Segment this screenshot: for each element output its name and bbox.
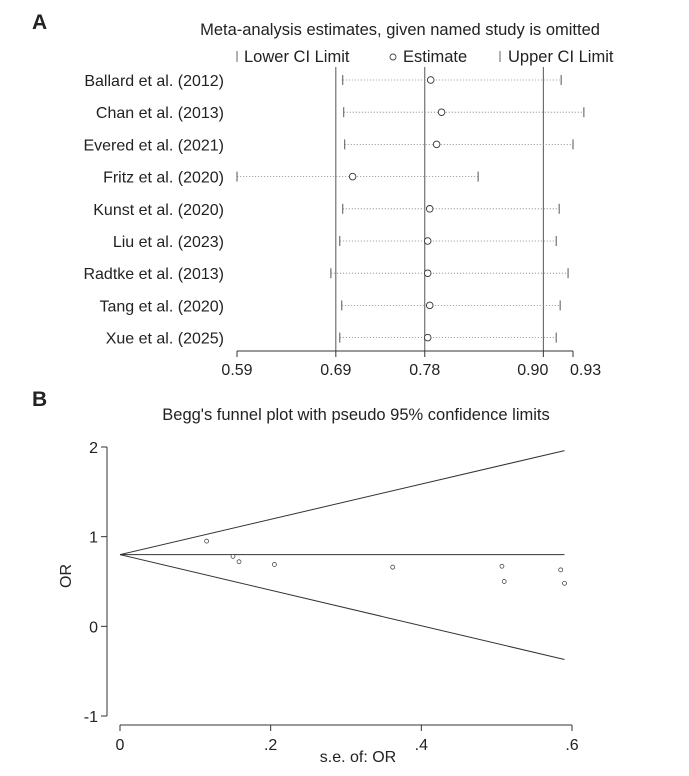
- forest-estimate-point: [438, 109, 445, 116]
- forest-estimate-point: [424, 334, 431, 341]
- panel-a-letter: A: [32, 11, 48, 34]
- forest-title: Meta-analysis estimates, given named study is omitted: [200, 21, 600, 39]
- funnel-y-tick-label-3: 2: [89, 440, 98, 457]
- funnel-study-point: [391, 565, 395, 569]
- funnel-study-point: [231, 554, 235, 558]
- panel-b-letter: B: [32, 388, 48, 411]
- funnel-lower-pseudo-limit: [120, 555, 564, 660]
- funnel-x-tick-label-0: 0: [115, 737, 125, 754]
- funnel-study-point: [500, 564, 504, 568]
- funnel-y-tick-label-2: 1: [89, 529, 98, 547]
- funnel-x-tick-label-3: .6: [565, 737, 579, 754]
- forest-estimate-point: [427, 77, 434, 84]
- forest-study-label: Radtke et al. (2013): [83, 266, 224, 284]
- forest-estimate-point: [349, 173, 356, 180]
- funnel-y-tick-label-0: -1: [83, 709, 98, 726]
- funnel-study-point: [237, 560, 241, 564]
- forest-estimate-point: [426, 206, 433, 213]
- forest-study-label: Fritz et al. (2020): [103, 169, 224, 187]
- forest-study-label: Xue et al. (2025): [105, 330, 224, 348]
- forest-legend: [237, 48, 614, 66]
- funnel-study-point: [205, 539, 209, 543]
- forest-study-label: Chan et al. (2013): [95, 105, 224, 123]
- forest-x-tick-label-3: 0.90: [517, 362, 549, 379]
- funnel-study-point: [272, 562, 276, 566]
- forest-study-label: Liu et al. (2023): [112, 234, 224, 251]
- funnel-x-tick-label-2: .4: [414, 737, 429, 754]
- legend-lower-ci-label: Lower CI Limit: [244, 48, 350, 66]
- funnel-study-point: [562, 581, 566, 585]
- forest-plot: [83, 67, 601, 379]
- forest-x-tick-label-1: 0.69: [320, 362, 352, 379]
- funnel-study-point: [502, 580, 506, 584]
- forest-x-tick-label-2: 0.78: [409, 362, 441, 379]
- forest-estimate-point: [424, 238, 431, 245]
- legend-estimate-label: Estimate: [403, 48, 468, 66]
- funnel-upper-pseudo-limit: [120, 451, 564, 555]
- funnel-study-point: [559, 568, 563, 572]
- forest-study-label: Kunst et al. (2020): [93, 201, 224, 219]
- funnel-x-tick-label-1: .2: [263, 737, 278, 754]
- funnel-x-axis-label: s.e. of: OR: [319, 749, 397, 766]
- funnel-plot: [84, 440, 579, 754]
- forest-x-tick-label-4: 0.93: [570, 362, 602, 379]
- funnel-title: Begg's funnel plot with pseudo 95% confidence limits: [162, 406, 550, 424]
- forest-study-label: Tang et al. (2020): [99, 298, 224, 316]
- forest-estimate-point: [424, 270, 431, 277]
- forest-x-tick-label-0: 0.59: [221, 362, 253, 379]
- forest-study-label: Evered et al. (2021): [83, 137, 224, 155]
- forest-estimate-point: [433, 141, 440, 148]
- forest-estimate-point: [426, 302, 433, 309]
- forest-study-label: Ballard et al. (2012): [84, 73, 224, 90]
- funnel-y-tick-label-1: 0: [89, 619, 98, 637]
- funnel-y-axis-label: OR: [58, 564, 75, 588]
- legend-estimate-marker: [390, 54, 396, 60]
- legend-upper-ci-label: Upper CI Limit: [508, 48, 614, 66]
